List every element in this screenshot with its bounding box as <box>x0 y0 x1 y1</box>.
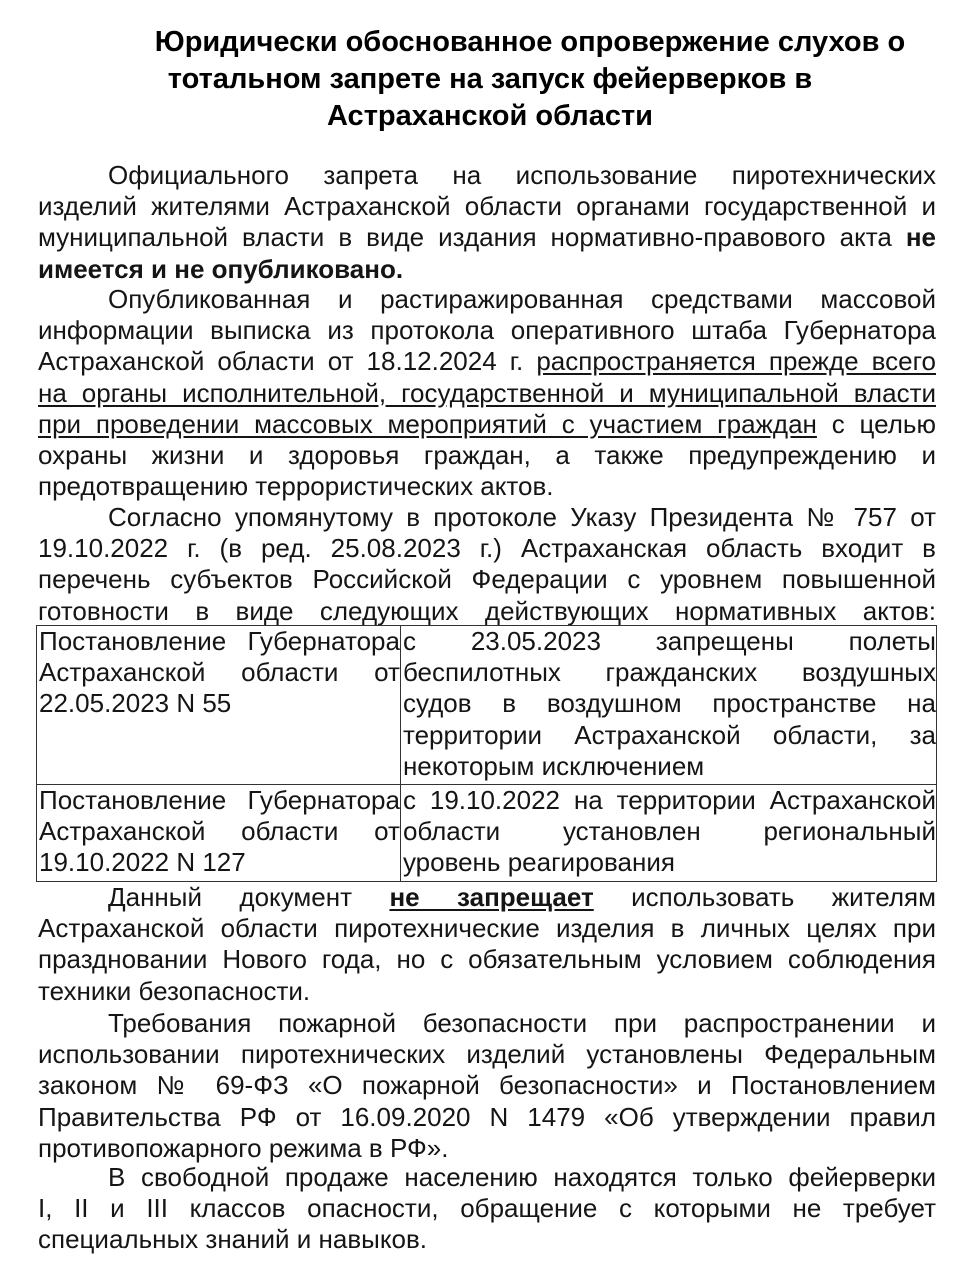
text-line: противопожарного режима в РФ». <box>38 1132 449 1163</box>
text-line: Требования пожарной безопасности при распространении и <box>108 1008 936 1038</box>
table-cell-act <box>37 626 401 785</box>
text-line <box>38 346 936 377</box>
text-line: Правительства РФ от 16.09.2020 N 1479 «Об утверждении правил <box>38 1101 936 1132</box>
cell-line: некоторым исключением <box>402 750 705 781</box>
cell-line: с 19.10.2022 на территории Астраханской <box>402 784 936 815</box>
cell-line: судов в воздушном пространстве на <box>402 688 936 719</box>
cell-line: уровень реагирования <box>402 847 675 878</box>
text-line: предотвращению террористических актов. <box>38 471 554 502</box>
underlined-fragment: распространяется прежде всего <box>536 346 936 377</box>
table-cell-description <box>400 626 936 785</box>
text-line <box>38 409 936 440</box>
title-line-3: Астраханской области <box>327 100 653 132</box>
cell-line: области установлен региональный <box>402 816 936 847</box>
cell-line: Астраханской области от <box>39 657 400 688</box>
text-fragment: муниципальной власти в виде издания нормативно-правового акта <box>38 222 906 253</box>
text-line: техники безопасности. <box>38 975 311 1006</box>
paragraph-presidential-decree <box>38 502 936 627</box>
text-line: охраны жизни и здоровья граждан, а также предупреждению и <box>38 439 936 470</box>
text-fragment: Астраханской области от 18.12.2024 г. <box>38 346 537 377</box>
table-row <box>37 626 937 785</box>
paragraph-free-sale <box>38 1162 936 1256</box>
text-line: законом № 69-ФЗ «О пожарной безопасности» и Постановлением <box>38 1070 936 1101</box>
cell-line: беспилотных гражданских воздушных <box>402 657 936 688</box>
document-title <box>60 24 920 135</box>
cell-line: Постановление Губернатора <box>39 626 400 656</box>
text-fragment: с целью <box>816 408 936 439</box>
underlined-fragment: при проведении массовых мероприятий с участием граждан <box>38 408 817 439</box>
bold-line: имеется и не опубликовано. <box>38 253 404 284</box>
text-line: Согласно упомянутому в протоколе Указу Президента № 757 от <box>108 502 936 532</box>
text-line: Официального запрета на использование пиротехнических <box>108 160 936 190</box>
cell-line: Постановление Губернатора <box>39 784 400 815</box>
text-line: готовности в виде следующих действующих нормативных актов: <box>38 595 936 626</box>
cell-line: с 23.05.2023 запрещены полеты <box>402 626 936 656</box>
regulations-table <box>36 625 937 882</box>
title-line-2: тотальном запрете на запуск фейерверков в <box>167 63 813 95</box>
text-line: перечень субъектов Российской Федерации с уровнем повышенной <box>38 564 936 595</box>
cell-line: 22.05.2023 N 55 <box>39 688 232 719</box>
underlined-line: на органы исполнительной, государственной и муниципальной власти <box>38 377 936 408</box>
paragraph-not-prohibited <box>38 882 936 1007</box>
text-line: информации выписка из протокола оперативного штаба Губернатора <box>38 315 936 346</box>
text-line: праздновании Нового года, но с обязательным условием соблюдения <box>38 944 936 975</box>
paragraph-protocol-extract <box>38 284 936 502</box>
table-cell-act <box>37 784 401 881</box>
cell-line: 19.10.2022 N 127 <box>39 847 246 878</box>
paragraph-fire-safety <box>38 1008 936 1164</box>
text-line <box>38 222 936 253</box>
text-line: 19.10.2022 г. (в ред. 25.08.2023 г.) Астраханская область входит в <box>38 533 936 564</box>
bold-underlined-fragment: не запрещает <box>389 882 594 912</box>
text-line: Астраханской области пиротехнические изделия в личных целях при <box>38 913 936 944</box>
bold-fragment: не <box>905 222 936 253</box>
text-fragment: Данный документ <box>108 882 390 912</box>
text-line: изделий жителями Астраханской области органами государственной и <box>38 191 936 222</box>
cell-line: территории Астраханской области, за <box>402 719 936 750</box>
table-cell-description <box>400 784 936 881</box>
text-line: В свободной продаже населению находятся только фейерверки <box>108 1162 936 1192</box>
cell-line: Астраханской области от <box>39 816 400 847</box>
text-line: I, II и III классов опасности, обращение с которыми не требует <box>38 1193 936 1224</box>
text-line: использовании пиротехнических изделий установлены Федеральным <box>38 1039 936 1070</box>
title-line-1: Юридически обоснованное опровержение слухов о <box>154 26 906 58</box>
table-row <box>37 784 937 881</box>
text-line: Опубликованная и растиражированная средствами массовой <box>108 284 936 314</box>
text-line <box>38 882 936 913</box>
text-fragment: использовать жителям <box>593 882 936 912</box>
paragraph-official-ban <box>38 160 936 285</box>
text-line: специальных знаний и навыков. <box>38 1224 427 1255</box>
